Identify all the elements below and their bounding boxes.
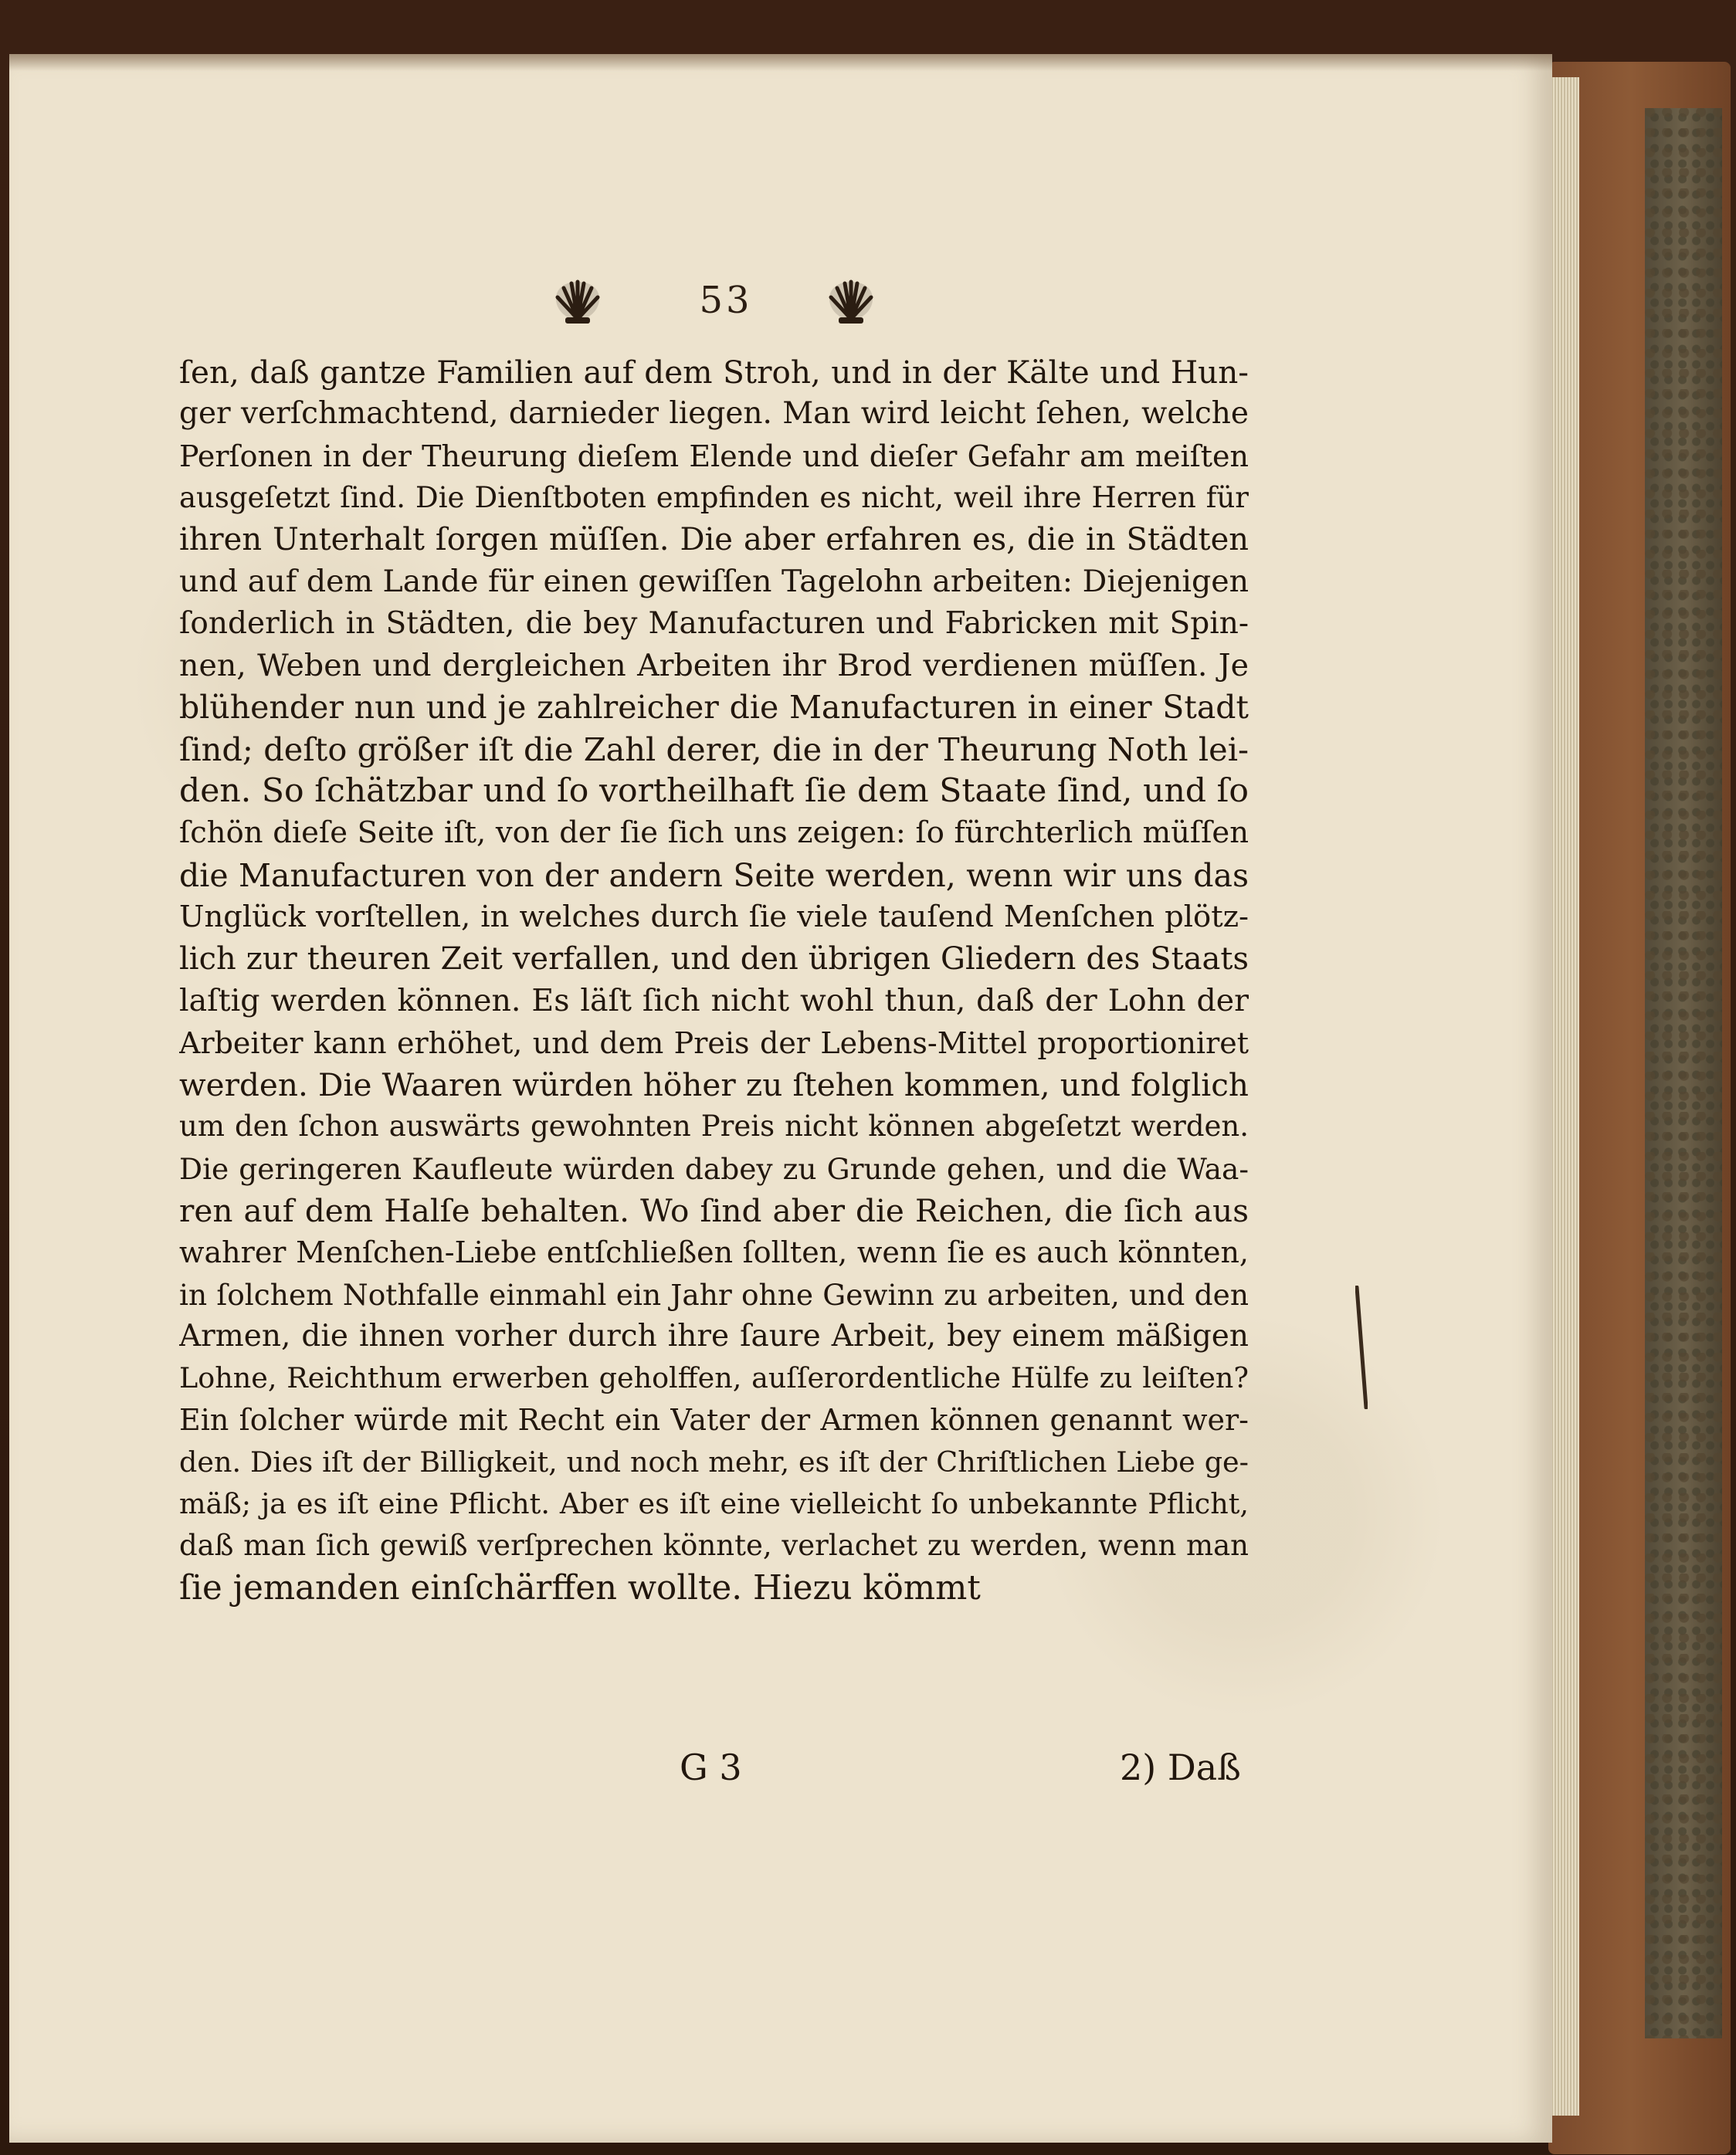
catchword: 2) Daß (1120, 1747, 1241, 1788)
text-line: und auf dem Lande für einen gewiſſen Tagelohn arbeiten: Diejenigen (179, 564, 1249, 600)
text-line: ſonderlich in Städten, die bey Manufacturen und Fabricken mit Spin- (179, 605, 1249, 641)
text-line: lich zur theuren Zeit verfallen, und den übrigen Gliedern des Staats (179, 941, 1249, 978)
text-line: ren auf dem Halſe behalten. Wo ſind aber die Reichen, die ſich aus (179, 1191, 1249, 1229)
text-line: nen, Weben und dergleichen Arbeiten ihr Brod verdienen müſſen. Je (179, 648, 1249, 684)
text-line: ſie jemanden einſchärffen wollte. Hiezu kömmt (179, 1568, 981, 1608)
text-line: Lohne, Reichthum erwerben geholffen, auſſerordentliche Hülfe zu leiſten? (179, 1361, 1249, 1395)
text-line: Ein ſolcher würde mit Recht ein Vater der Armen können genannt wer- (179, 1403, 1249, 1438)
text-line: laſtig werden können. Es läſt ſich nicht wohl thun, daß der Lohn der (179, 983, 1249, 1019)
text-line: daß man ſich gewiß verſprechen könnte, verlachet zu werden, wenn man (179, 1529, 1249, 1563)
paper-scratch-mark (1355, 1286, 1368, 1409)
text-line: Armen, die ihnen vorher durch ihre ſaure Arbeit, bey einem mäßigen (179, 1318, 1249, 1354)
text-line: ſen, daß gantze Familien auf dem Stroh, und in der Kälte und Hun- (179, 354, 1249, 391)
page-number: 53 (699, 279, 753, 322)
text-line: mäß; ja es iſt eine Pflicht. Aber es iſt eine vielleicht ſo unbekannte Pflicht, (179, 1487, 1249, 1521)
text-line: in ſolchem Nothfalle einmahl ein Jahr ohne Gewinn zu arbeiten, und den (179, 1277, 1249, 1312)
text-line: ſind; deſto größer iſt die Zahl derer, die in der Theurung Noth lei- (179, 730, 1249, 768)
text-line: ihren Unterhalt ſorgen müſſen. Die aber erfahren es, die in Städten (179, 522, 1249, 558)
fleuron-icon (823, 274, 879, 330)
text-line: den. Dies iſt der Billigkeit, und noch mehr, es iſt der Chriſtlichen Liebe ge- (179, 1445, 1249, 1479)
signature-mark: G 3 (680, 1747, 742, 1788)
text-line: den. So ſchätzbar und ſo vortheilhaft ſie dem Staate ſind, und ſo (179, 771, 1249, 810)
text-line: wahrer Menſchen-Liebe entſchließen ſollten, wenn ſie es auch könnten, (179, 1235, 1249, 1270)
text-line: ger verſchmachtend, darnieder liegen. Man wird leicht ſehen, welche (179, 396, 1249, 432)
text-line: um den ſchon auswärts gewohnten Preis nicht können abgeſetzt werden. (179, 1110, 1249, 1144)
text-line: Perſonen in der Theurung dieſem Elende und dieſer Gefahr am meiſten (179, 439, 1249, 473)
text-line: blühender nun und je zahlreicher die Manufacturen in einer Stadt (179, 689, 1249, 727)
text-line: die Manufacturen von der andern Seite werden, wenn wir uns das (179, 856, 1249, 894)
page-footer (0, 1747, 1736, 1793)
text-line: Die geringeren Kaufleute würden dabey zu Grunde gehen, und die Waa- (179, 1151, 1249, 1186)
text-line: werden. Die Waaren würden höher zu ſtehen kommen, und folglich (179, 1066, 1249, 1104)
text-line: Arbeiter kann erhöhet, und dem Preis der Lebens-Mittel proportioniret (179, 1025, 1249, 1060)
fleuron-icon (550, 274, 605, 330)
text-line: ſchön dieſe Seite iſt, von der ſie ſich uns zeigen: ſo fürchterlich müſſen (179, 815, 1249, 851)
page-top-shadow (9, 54, 1552, 71)
body-text (179, 351, 1249, 1609)
text-line: ausgeſetzt ſind. Die Dienſtboten empfinden es nicht, weil ihre Herren für (179, 480, 1249, 514)
page-header (0, 274, 1736, 344)
text-line: Unglück vorſtellen, in welches durch ſie viele tauſend Menſchen plötz- (179, 899, 1249, 934)
